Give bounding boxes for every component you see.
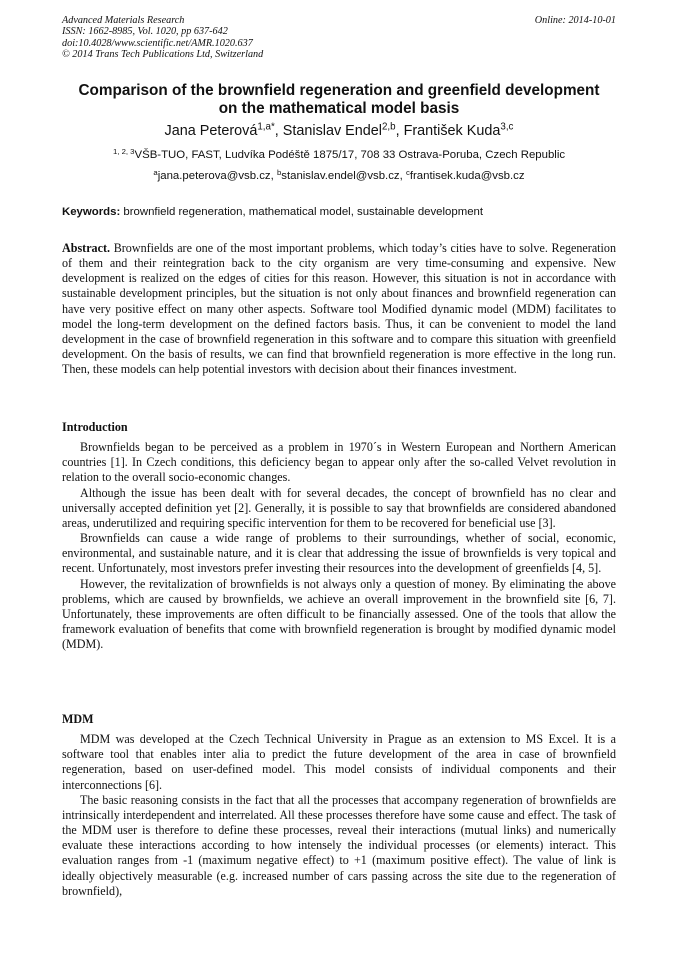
email-address: jana.peterova@vsb.cz, [157, 170, 277, 182]
doi-line: doi:10.4028/www.scientific.net/AMR.1020.637 [62, 37, 253, 49]
paragraph: MDM was developed at the Czech Technical University in Prague as an extension to MS Excel. It is a software tool that enables inter alia to predict the future development of the area in case of brownfield regeneration, based on user-defined model. This model consists of individual components and their interconnections [6]. [62, 732, 616, 792]
copyright-line: © 2014 Trans Tech Publications Ltd, Switzerland [62, 49, 264, 61]
section-heading: Introduction [62, 420, 128, 434]
journal-header [62, 15, 263, 61]
affiliation-mark: 1, 2, 3 [112, 146, 135, 156]
title-line-2: on the mathematical model basis [218, 99, 460, 117]
affiliation [40, 148, 638, 162]
paragraph: However, the revitalization of brownfields is not always only a question of money. By eliminating the above problems, which are caused by brownfields, we achieve an overall improvement in the brownfield site [6, 7]. Unfortunately, these improvements are often difficult to be financially assessed. One of the tools that allow the framework evaluation of benefits that come with brownfield regeneration is brought by modified dynamic model (MDM). [62, 576, 616, 652]
keywords-text: brownfield regeneration, mathematical model, sustainable development [120, 206, 484, 218]
issn-line: ISSN: 1662-8985, Vol. 1020, pp 637-642 [62, 26, 228, 38]
author-separator: , [274, 123, 283, 139]
email-mark: b [276, 167, 282, 177]
author-name: Jana Peterová [164, 123, 258, 139]
email-address: frantisek.kuda@vsb.cz [409, 170, 525, 182]
abstract [62, 241, 616, 377]
email-address: stanislav.endel@vsb.cz, [281, 170, 406, 182]
email-mark: a [153, 167, 158, 177]
journal-name: Advanced Materials Research [62, 15, 185, 26]
section-introduction [62, 420, 616, 652]
section-mdm [62, 712, 616, 899]
online-date: Online: 2014-10-01 [534, 15, 616, 26]
author-separator: , [395, 123, 404, 139]
section-heading: MDM [62, 712, 94, 726]
keywords-label: Keywords: [62, 206, 121, 218]
paragraph: The basic reasoning consists in the fact that all the processes that accompany regeneration of brownfields are intrinsically interdependent and interrelated. All these processes therefore have some cause and effect. The task of the MDM user is therefore to define these processes, reveal their interactions (mutual links) and numerically evaluate these interactions according to how intensely the individual processes (or elements) interact. This evaluation ranges from -1 (maximum negative effect) to +1 (maximum positive effect). The value of link is ideally objectively measurable (e.g. increased number of cars passing across the site due to the regeneration of brownfield), [62, 792, 616, 898]
abstract-text: Brownfields are one of the most important problems, which today’s cities have to solve. Regeneration of them and their reintegration back to the city organism are very time-consuming and expensive. New development is realized on the edges of cities for this reason. However, this situation is not in accordance with sustainable development principles, but the situation is not only about finances and brownfield regeneration can have very positive effect on many other aspects. Software tool Modified dynamic model (MDM) facilitates to model the long-term development on the defined factors basis. Thus, it can be convenient to model the land development in the case of brownfield regeneration in this software and to compare this situation with greenfield development. On the basis of results, we can find that brownfield regeneration is more effective in the long run. Then, these models can help potential investors with decision about their finances investment. [62, 241, 616, 377]
author-name: František Kuda [403, 123, 501, 139]
paragraph: Brownfields can cause a wide range of problems to their surroundings, whether of social, economic, environmental, and sustainable nature, and it is clear that addressing the issue of brownfields is very topical and recent. Unfortunately, most investors prefer investing their resources into the development of greenfields [4, 5]. [62, 531, 616, 576]
keywords [62, 205, 616, 219]
author-affiliation-mark: 2,b [381, 121, 396, 133]
affiliation-text: VŠB-TUO, FAST, Ludvíka Podéště 1875/17, 708 33 Ostrava-Poruba, Czech Republic [134, 149, 566, 161]
author-emails [40, 169, 638, 183]
paragraph: Although the issue has been dealt with for several decades, the concept of brownfield has no clear and universally accepted definition yet [2]. Generally, it is possible to say that brownfields are considered abandoned areas, underutilized and requiring specific intervention for them to be recovered for beneficial use [3]. [62, 485, 616, 530]
author-list [40, 122, 638, 140]
author-affiliation-mark: 3,c [500, 121, 514, 133]
author-affiliation-mark: 1,a* [257, 121, 275, 133]
email-mark: c [405, 167, 410, 177]
title-line-1: Comparison of the brownfield regeneration and greenfield development [78, 82, 600, 99]
paragraph: Brownfields began to be perceived as a problem in 1970´s in Western European and Northern American countries [1]. In Czech conditions, this deficiency began to appear only after the so-called Velvet revolution in relation to the overall socio-economic changes. [62, 440, 616, 485]
abstract-label: Abstract. [62, 241, 111, 255]
paper-title [40, 82, 638, 117]
author-name: Stanislav Endel [282, 123, 382, 139]
